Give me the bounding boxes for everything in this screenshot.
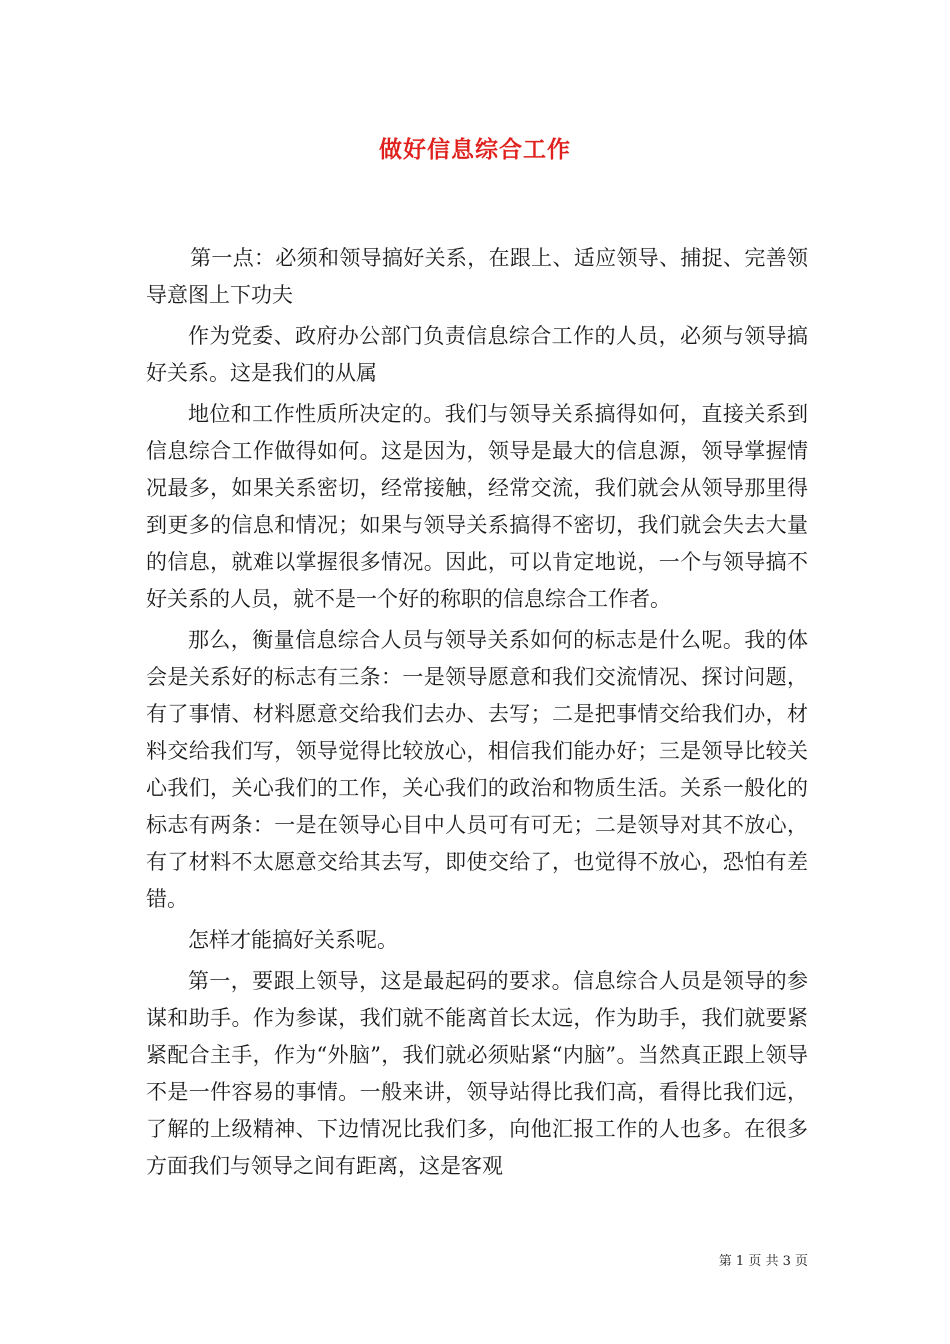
document-title: 做好信息综合工作	[379, 136, 571, 163]
paragraph-2: 作为党委、政府办公部门负责信息综合工作的人员，必须与领导搞好关系。这是我们的从属	[146, 324, 808, 385]
paragraph-3: 地位和工作性质所决定的。我们与领导关系搞得如何，直接关系到信息综合工作做得如何。这是因为，领导是最大的信息源，领导掌握情况最多，如果关系密切，经常接触，经常交流，我们就会从领导那里得到更多的信息和情况；如果与领导关系搞得不密切，我们就会失去大量的信息，就难以掌握很多情况。因此，可以肯定地说，一个与领导搞不好关系的人员，就不是一个好的称职的信息综合工作者。	[146, 402, 808, 611]
paragraph-1: 第一点：必须和领导搞好关系，在跟上、适应领导、捕捉、完善领导意图上下功夫	[146, 246, 808, 307]
page-number-footer: 第 1 页 共 3 页	[718, 1254, 808, 1269]
document-body	[146, 240, 808, 1189]
paragraph-5: 怎样才能搞好关系呢。	[188, 928, 398, 952]
paragraph-4: 那么，衡量信息综合人员与领导关系如何的标志是什么呢。我的体会是关系好的标志有三条：一是领导愿意和我们交流情况、探讨问题，有了事情、材料愿意交给我们去办、去写；二是把事情交给我们办，材料交给我们写，领导觉得比较放心，相信我们能办好；三是领导比较关心我们，关心我们的工作，关心我们的政治和物质生活。关系一般化的标志有两条：一是在领导心目中人员可有可无；二是领导对其不放心，有了材料不太愿意交给其去写，即使交给了，也觉得不放心，恐怕有差错。	[146, 628, 808, 911]
paragraph-6: 第一，要跟上领导，这是最起码的要求。信息综合人员是领导的参谋和助手。作为参谋，我们就不能离首长太远，作为助手，我们就要紧紧配合主手，作为“外脑”，我们就必须贴紧“内脑”。当然真正跟上领导不是一件容易的事情。一般来讲，领导站得比我们高，看得比我们远，了解的上级精神、下边情况比我们多，向他汇报工作的人也多。在很多方面我们与领导之间有距离，这是客观	[146, 969, 808, 1178]
